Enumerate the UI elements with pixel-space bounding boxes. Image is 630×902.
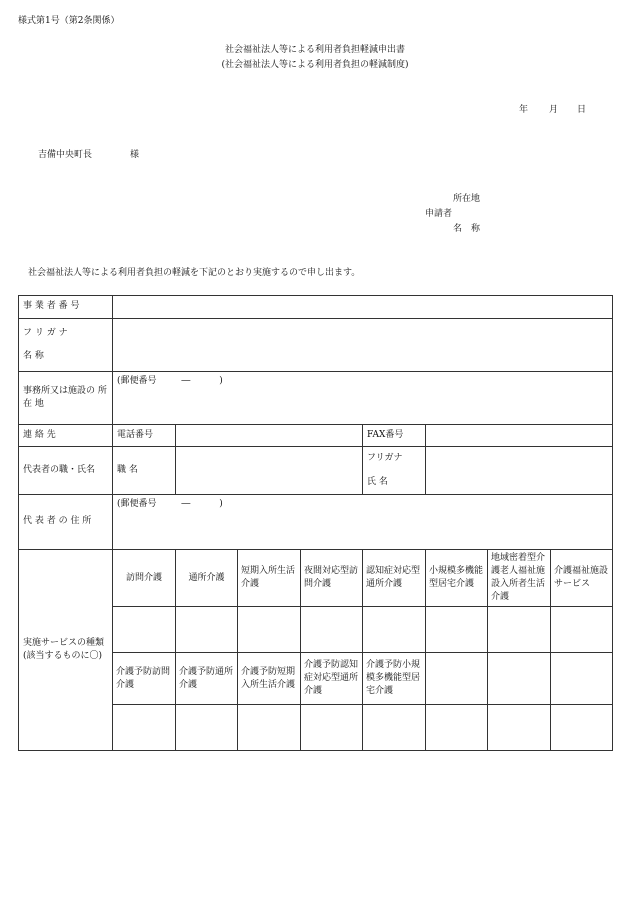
- name-label-cell: [19, 319, 113, 372]
- form-number: 様式第1号（第2条関係）: [18, 16, 120, 26]
- service-check-cell[interactable]: [488, 607, 551, 653]
- office-location-field[interactable]: [113, 372, 613, 425]
- rep-name-field[interactable]: [426, 447, 613, 495]
- name-label: 名 称: [23, 351, 44, 361]
- service-label: 介護予防短期入所生活介護: [238, 653, 301, 705]
- service-label: 短期入所生活介護: [238, 550, 301, 607]
- rep-address-label: 代 表 者 の 住 所: [19, 495, 113, 550]
- rep-furigana-label: フリガナ: [367, 453, 403, 464]
- service-label: 介護予防訪問介護: [113, 653, 176, 705]
- service-label: 地域密着型介護老人福祉施設入所者生活介護: [488, 550, 551, 607]
- job-field[interactable]: [176, 447, 363, 495]
- service-check-cell[interactable]: [113, 607, 176, 653]
- addressee-name: 吉備中央町長: [38, 150, 93, 160]
- phone-field[interactable]: [176, 425, 363, 447]
- service-empty-cell: [488, 705, 551, 751]
- rep-name-label-cell: [363, 447, 426, 495]
- date-day-label: 日: [577, 105, 587, 115]
- form-title: 社会福祉法人等による利用者負担軽減申出書: [224, 45, 405, 55]
- service-check-cell[interactable]: [176, 705, 238, 751]
- job-label: 職 名: [113, 447, 176, 495]
- form-subtitle: (社会福祉法人等による利用者負担の軽減制度): [221, 60, 409, 70]
- service-label: 通所介護: [176, 550, 238, 607]
- furigana-label: フ リ ガ ナ: [23, 327, 68, 338]
- service-label: 訪問介護: [113, 550, 176, 607]
- applicant-label: 申請者: [425, 209, 453, 219]
- service-empty-cell: [426, 705, 488, 751]
- addressee-honorific: 様: [130, 150, 140, 160]
- service-check-cell[interactable]: [363, 607, 426, 653]
- rep-postal-label: (郵便番号: [117, 499, 157, 509]
- service-check-cell[interactable]: [238, 607, 301, 653]
- rep-address-field[interactable]: [113, 495, 613, 550]
- date-month-label: 月: [549, 105, 559, 115]
- service-label: 小規模多機能型居宅介護: [426, 550, 488, 607]
- service-check-cell[interactable]: [113, 705, 176, 751]
- service-empty-cell: [488, 653, 551, 705]
- service-check-cell[interactable]: [301, 705, 363, 751]
- services-label: 実施サービスの種類(該当するものに〇): [19, 550, 113, 751]
- date-year-label: 年: [519, 105, 529, 115]
- service-label: 介護予防小規模多機能型居宅介護: [363, 653, 426, 705]
- service-empty-cell: [426, 653, 488, 705]
- service-empty-cell: [551, 653, 613, 705]
- service-label: 認知症対応型通所介護: [363, 550, 426, 607]
- service-check-cell[interactable]: [426, 607, 488, 653]
- service-label: 介護福祉施設サービス: [551, 550, 613, 607]
- rep-title-label: 代表者の職・氏名: [19, 447, 113, 495]
- service-label: 夜間対応型訪問介護: [301, 550, 363, 607]
- service-check-cell[interactable]: [551, 607, 613, 653]
- service-check-cell[interactable]: [301, 607, 363, 653]
- contact-label: 連 絡 先: [19, 425, 113, 447]
- phone-label: 電話番号: [113, 425, 176, 447]
- application-table: [18, 295, 613, 751]
- postal-label: (郵便番号: [117, 376, 157, 386]
- addressee: [38, 151, 139, 160]
- office-location-label: 事務所又は施設の 所 在 地: [19, 372, 113, 425]
- postal-dash: ―: [181, 376, 191, 386]
- service-label: 介護予防認知症対応型通所介護: [301, 653, 363, 705]
- service-empty-cell: [551, 705, 613, 751]
- service-check-cell[interactable]: [238, 705, 301, 751]
- business-number-label: 事 業 者 番 号: [19, 296, 113, 319]
- applicant-name-label: 名 称: [453, 224, 481, 234]
- statement: 社会福祉法人等による利用者負担の軽減を下記のとおり実施するので申し出ます。: [28, 268, 361, 278]
- postal-close: ): [219, 376, 223, 386]
- business-number-field[interactable]: [113, 296, 613, 319]
- fax-field[interactable]: [426, 425, 613, 447]
- service-check-cell[interactable]: [176, 607, 238, 653]
- applicant-location-label: 所在地: [453, 194, 481, 204]
- service-check-cell[interactable]: [363, 705, 426, 751]
- rep-name-label: 氏 名: [367, 476, 388, 487]
- service-label: 介護予防通所介護: [176, 653, 238, 705]
- rep-postal-close: ): [219, 499, 223, 509]
- name-field[interactable]: [113, 319, 613, 372]
- fax-label: FAX番号: [363, 425, 426, 447]
- rep-postal-dash: ―: [181, 499, 191, 509]
